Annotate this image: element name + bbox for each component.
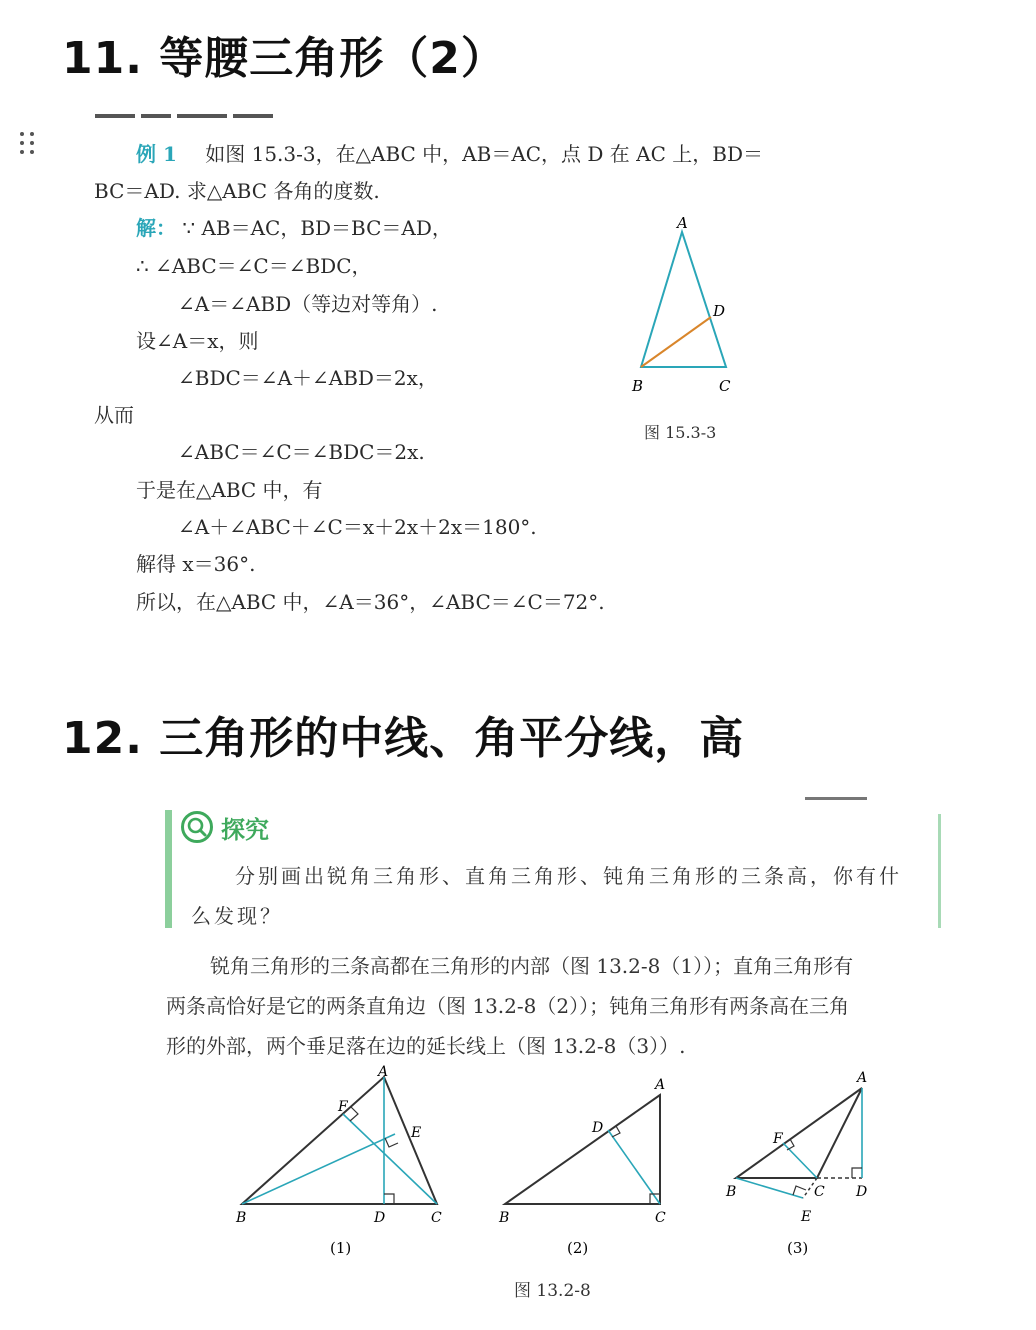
segment-bd [641,317,711,367]
solution-text-7: ∠ABC＝∠C＝∠BDC＝2x. [178,440,425,464]
paragraph-line-2: 两条高恰好是它的两条直角边（图 13.2-8（2））；钝角三角形有两条高在三角 [166,994,850,1018]
right-angle-mark-d3 [852,1168,862,1178]
cropped-text-remnant [95,114,285,120]
vertex-label-d: D [713,302,726,320]
paragraph-line-3: 形的外部，两个垂足落在边的延长线上（图 13.2-8（3））. [166,1034,686,1058]
right-angle-mark-d [384,1194,394,1204]
solution-text-3: ∠A＝∠ABD（等边对等角）. [178,292,438,316]
explore-title: 探究 [221,816,269,844]
altitude-be3 [736,1178,803,1198]
fig3-label-a: A [857,1070,868,1086]
fig3-label-c: C [814,1184,825,1200]
example-text-1: 如图 15.3-3，在△ABC 中，AB＝AC，点 D 在 AC 上，BD＝ [205,142,764,166]
altitude-cd [608,1130,660,1204]
figure-13-2-8-2 [495,1070,680,1267]
box-left-bar [165,810,172,928]
solution-line-1 [136,212,452,241]
section-heading-12: 12. 三角形的中线、角平分线，高 [62,713,745,764]
fig1-label-d: D [374,1210,386,1226]
solution-text-11: 所以，在△ABC 中，∠A＝36°，∠ABC＝∠C＝72°. [136,590,605,614]
paragraph-line-1: 锐角三角形的三条高都在三角形的内部（图 13.2-8（1））；直角三角形有 [210,954,854,978]
triangle-abc [641,232,726,367]
solution-text-6: 从而 [94,403,134,427]
fig2-label-b: B [499,1210,510,1226]
right-angle-mark-e3 [793,1186,806,1195]
fig1-label-e: E [411,1125,422,1141]
fig1-label-f: F [338,1099,348,1115]
vertex-label-c: C [719,377,731,395]
right-angle-mark-f [350,1107,358,1121]
figure-15-3-3 [620,210,750,400]
fig2-label-c: C [655,1210,666,1226]
fig3-caption: (3) [787,1239,809,1257]
solution-text-1: ∵ AB＝AC，BD＝BC＝AD， [182,216,452,240]
section-heading-11: 11. 等腰三角形（2） [62,33,506,84]
figure-caption-13-2-8: 图 13.2-8 [514,1281,591,1301]
altitude-cf3 [783,1143,817,1178]
figure-13-2-8-3 [720,1062,895,1267]
altitude-cf [343,1114,437,1204]
explore-box [165,808,941,928]
solution-text-8: 于是在△ABC 中，有 [136,478,323,502]
example-1-line [136,138,763,167]
fig1-caption: (1) [330,1239,352,1257]
cropped-caption-remnant [805,797,867,800]
fig1-label-b: B [236,1210,247,1226]
fig3-label-f: F [773,1131,783,1147]
vertex-label-a: A [677,214,688,232]
triangle-obtuse [736,1088,862,1178]
triangle-acute [242,1077,437,1204]
fig1-label-c: C [431,1210,442,1226]
solution-label: 解： [136,216,176,240]
fig3-label-d: D [856,1184,868,1200]
example-label: 例 1 [136,142,177,166]
example-text-2: BC＝AD. 求△ABC 各角的度数. [94,179,380,203]
altitude-be [242,1134,395,1204]
fig2-label-d: D [592,1120,604,1136]
magnifier-icon [180,810,214,844]
explore-text-2: 么发现？ [191,904,283,928]
fig1-label-a: A [378,1064,389,1080]
triangle-right [505,1095,660,1204]
solution-text-10: 解得 x＝36°. [136,552,256,576]
solution-text-2: ∴ ∠ABC＝∠C＝∠BDC， [136,254,372,278]
solution-text-9: ∠A＋∠ABC＋∠C＝x＋2x＋2x＝180°. [178,515,537,539]
fig2-label-a: A [655,1077,666,1093]
fig2-caption: (2) [567,1239,589,1257]
fig3-label-b: B [726,1184,737,1200]
box-right-bar [938,814,941,928]
explore-text-1: 分别画出锐角三角形、直角三角形、钝角三角形的三条高，你有什 [235,864,902,888]
figure-caption-15-3-3: 图 15.3-3 [644,423,717,442]
drag-handle-icon[interactable] [18,130,36,156]
vertex-label-b: B [632,377,644,395]
right-angle-mark-e [385,1138,398,1147]
fig3-label-e: E [801,1209,812,1225]
solution-text-4: 设∠A＝x，则 [136,329,259,353]
solution-text-5: ∠BDC＝∠A＋∠ABD＝2x， [178,366,438,390]
figure-13-2-8-1 [225,1062,455,1267]
